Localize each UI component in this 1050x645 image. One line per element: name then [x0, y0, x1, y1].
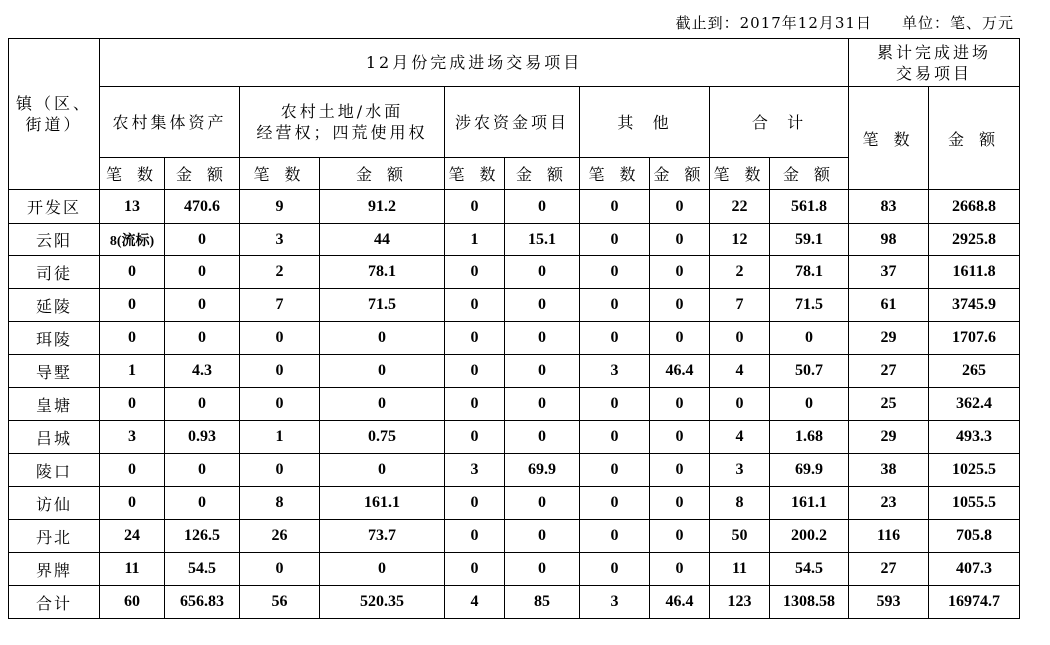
value-cell: 0 — [240, 355, 320, 388]
value-cell: 46.4 — [650, 586, 710, 619]
value-cell: 0 — [165, 224, 240, 256]
value-cell: 0 — [505, 322, 580, 355]
value-cell: 0 — [240, 322, 320, 355]
value-cell: 0 — [320, 454, 445, 487]
value-cell: 0 — [650, 487, 710, 520]
value-cell: 520.35 — [320, 586, 445, 619]
value-cell: 0 — [165, 388, 240, 421]
value-cell: 50.7 — [770, 355, 849, 388]
value-cell: 0 — [650, 289, 710, 322]
amount-header: 金 额 — [165, 158, 240, 190]
region-name-cell: 陵口 — [9, 454, 100, 487]
value-cell: 37 — [849, 256, 929, 289]
value-cell: 29 — [849, 421, 929, 454]
value-cell: 7 — [710, 289, 770, 322]
value-cell: 161.1 — [320, 487, 445, 520]
table-row — [9, 256, 1020, 289]
value-cell: 0 — [505, 289, 580, 322]
value-cell: 25 — [849, 388, 929, 421]
value-cell: 0.93 — [165, 421, 240, 454]
value-cell: 0 — [445, 190, 505, 224]
value-cell: 23 — [849, 487, 929, 520]
collective-assets-header: 农村集体资产 — [100, 87, 240, 158]
count-header: 笔 数 — [580, 158, 650, 190]
value-cell: 71.5 — [320, 289, 445, 322]
value-cell: 0 — [100, 454, 165, 487]
value-cell: 0 — [100, 256, 165, 289]
value-cell: 0 — [580, 322, 650, 355]
value-cell: 4.3 — [165, 355, 240, 388]
value-cell: 0 — [650, 256, 710, 289]
value-cell: 0 — [580, 421, 650, 454]
value-cell: 29 — [849, 322, 929, 355]
value-cell: 0 — [445, 487, 505, 520]
other-header: 其 他 — [580, 87, 710, 158]
value-cell: 705.8 — [929, 520, 1020, 553]
value-cell: 0 — [505, 421, 580, 454]
value-cell: 656.83 — [165, 586, 240, 619]
value-cell: 0 — [650, 224, 710, 256]
value-cell: 362.4 — [929, 388, 1020, 421]
table-row — [9, 355, 1020, 388]
value-cell: 26 — [240, 520, 320, 553]
value-cell: 85 — [505, 586, 580, 619]
value-cell: 126.5 — [165, 520, 240, 553]
value-cell: 0 — [445, 322, 505, 355]
value-cell: 116 — [849, 520, 929, 553]
table-row — [9, 520, 1020, 553]
region-name-cell: 延陵 — [9, 289, 100, 322]
value-cell: 1611.8 — [929, 256, 1020, 289]
value-cell: 56 — [240, 586, 320, 619]
value-cell: 27 — [849, 355, 929, 388]
value-cell: 161.1 — [770, 487, 849, 520]
value-cell: 470.6 — [165, 190, 240, 224]
value-cell: 0 — [580, 388, 650, 421]
value-cell: 0 — [240, 454, 320, 487]
value-cell: 1.68 — [770, 421, 849, 454]
table-row — [9, 224, 1020, 256]
value-cell: 12 — [710, 224, 770, 256]
value-cell: 3 — [100, 421, 165, 454]
value-cell: 44 — [320, 224, 445, 256]
value-cell: 50 — [710, 520, 770, 553]
amount-header: 金 额 — [650, 158, 710, 190]
cumulative-header: 累计完成进场 交易项目 — [849, 39, 1020, 87]
value-cell: 54.5 — [770, 553, 849, 586]
value-cell: 0 — [240, 553, 320, 586]
value-cell: 0 — [505, 487, 580, 520]
value-cell: 2925.8 — [929, 224, 1020, 256]
value-cell: 27 — [849, 553, 929, 586]
value-cell: 3 — [580, 586, 650, 619]
table-row — [9, 553, 1020, 586]
table-row — [9, 289, 1020, 322]
count-header: 笔 数 — [710, 158, 770, 190]
value-cell: 46.4 — [650, 355, 710, 388]
value-cell: 3 — [710, 454, 770, 487]
value-cell: 0 — [650, 553, 710, 586]
value-cell: 0 — [505, 256, 580, 289]
value-cell: 0 — [165, 454, 240, 487]
value-cell: 4 — [445, 586, 505, 619]
value-cell: 0 — [165, 322, 240, 355]
value-cell: 61 — [849, 289, 929, 322]
value-cell: 3745.9 — [929, 289, 1020, 322]
value-cell: 38 — [849, 454, 929, 487]
value-cell: 0 — [650, 322, 710, 355]
value-cell: 8 — [240, 487, 320, 520]
value-cell: 9 — [240, 190, 320, 224]
value-cell: 59.1 — [770, 224, 849, 256]
region-name-cell: 丹北 — [9, 520, 100, 553]
region-header: 镇（区、 街道） — [9, 39, 100, 190]
value-cell: 78.1 — [320, 256, 445, 289]
table-row — [9, 421, 1020, 454]
value-cell: 0 — [505, 388, 580, 421]
value-cell: 69.9 — [505, 454, 580, 487]
land-rights-header: 农村土地/水面 经营权；四荒使用权 — [240, 87, 445, 158]
value-cell: 0 — [165, 289, 240, 322]
value-cell: 0 — [320, 355, 445, 388]
value-cell: 15.1 — [505, 224, 580, 256]
value-cell: 0 — [580, 256, 650, 289]
value-cell: 24 — [100, 520, 165, 553]
value-cell: 0 — [165, 256, 240, 289]
region-name-cell: 导墅 — [9, 355, 100, 388]
value-cell: 2668.8 — [929, 190, 1020, 224]
region-name-cell: 开发区 — [9, 190, 100, 224]
table-row — [9, 190, 1020, 224]
value-cell: 7 — [240, 289, 320, 322]
value-cell: 13 — [100, 190, 165, 224]
table-row — [9, 388, 1020, 421]
table-header — [9, 39, 1020, 190]
value-cell: 0 — [580, 553, 650, 586]
value-cell: 0 — [445, 421, 505, 454]
report-meta — [0, 12, 1014, 33]
value-cell: 0 — [580, 190, 650, 224]
value-cell: 0 — [580, 224, 650, 256]
value-cell: 2 — [710, 256, 770, 289]
value-cell: 0.75 — [320, 421, 445, 454]
region-name-cell: 皇塘 — [9, 388, 100, 421]
value-cell: 8 — [710, 487, 770, 520]
table-body — [9, 190, 1020, 619]
value-cell: 98 — [849, 224, 929, 256]
transaction-table — [8, 38, 1020, 619]
amount-header: 金 额 — [505, 158, 580, 190]
value-cell: 73.7 — [320, 520, 445, 553]
value-cell: 4 — [710, 421, 770, 454]
value-cell: 0 — [580, 487, 650, 520]
value-cell: 78.1 — [770, 256, 849, 289]
value-cell: 0 — [650, 454, 710, 487]
value-cell: 1025.5 — [929, 454, 1020, 487]
value-cell: 561.8 — [770, 190, 849, 224]
value-cell: 0 — [445, 355, 505, 388]
region-name-cell: 司徒 — [9, 256, 100, 289]
value-cell: 0 — [445, 388, 505, 421]
value-cell: 22 — [710, 190, 770, 224]
region-name-cell: 合计 — [9, 586, 100, 619]
value-cell: 1707.6 — [929, 322, 1020, 355]
value-cell: 11 — [100, 553, 165, 586]
value-cell: 0 — [580, 454, 650, 487]
cum-amount-header: 金 额 — [929, 87, 1020, 190]
value-cell: 83 — [849, 190, 929, 224]
value-cell: 54.5 — [165, 553, 240, 586]
region-name-cell: 珥陵 — [9, 322, 100, 355]
value-cell: 1055.5 — [929, 487, 1020, 520]
value-cell: 0 — [505, 355, 580, 388]
value-cell: 91.2 — [320, 190, 445, 224]
value-cell: 0 — [580, 289, 650, 322]
as-of-date: 截止到：2017年12月31日 — [675, 14, 872, 32]
value-cell: 407.3 — [929, 553, 1020, 586]
amount-header: 金 额 — [770, 158, 849, 190]
value-cell: 0 — [770, 322, 849, 355]
value-cell: 0 — [650, 190, 710, 224]
value-cell: 3 — [240, 224, 320, 256]
value-cell: 0 — [320, 388, 445, 421]
value-cell: 0 — [100, 289, 165, 322]
table-row — [9, 586, 1020, 619]
value-cell: 69.9 — [770, 454, 849, 487]
agri-funds-header: 涉农资金项目 — [445, 87, 580, 158]
value-cell: 265 — [929, 355, 1020, 388]
value-cell: 0 — [650, 388, 710, 421]
value-cell: 8(流标) — [100, 224, 165, 256]
value-cell: 0 — [505, 190, 580, 224]
value-cell: 0 — [320, 322, 445, 355]
value-cell: 0 — [445, 256, 505, 289]
region-name-cell: 访仙 — [9, 487, 100, 520]
value-cell: 0 — [445, 553, 505, 586]
value-cell: 0 — [240, 388, 320, 421]
value-cell: 11 — [710, 553, 770, 586]
value-cell: 1308.58 — [770, 586, 849, 619]
value-cell: 0 — [770, 388, 849, 421]
value-cell: 2 — [240, 256, 320, 289]
unit-label: 单位：笔、万元 — [901, 14, 1014, 32]
value-cell: 0 — [650, 421, 710, 454]
value-cell: 3 — [445, 454, 505, 487]
value-cell: 493.3 — [929, 421, 1020, 454]
value-cell: 1 — [445, 224, 505, 256]
value-cell: 0 — [165, 487, 240, 520]
value-cell: 123 — [710, 586, 770, 619]
subtotal-header: 合 计 — [710, 87, 849, 158]
value-cell: 0 — [505, 520, 580, 553]
value-cell: 0 — [100, 487, 165, 520]
value-cell: 0 — [100, 322, 165, 355]
amount-header: 金 额 — [320, 158, 445, 190]
value-cell: 60 — [100, 586, 165, 619]
cum-count-header: 笔 数 — [849, 87, 929, 190]
december-header: 12月份完成进场交易项目 — [100, 39, 849, 87]
value-cell: 1 — [240, 421, 320, 454]
value-cell: 0 — [710, 322, 770, 355]
region-name-cell: 吕城 — [9, 421, 100, 454]
count-header: 笔 数 — [100, 158, 165, 190]
value-cell: 4 — [710, 355, 770, 388]
value-cell: 0 — [445, 289, 505, 322]
value-cell: 16974.7 — [929, 586, 1020, 619]
table-row — [9, 487, 1020, 520]
value-cell: 0 — [445, 520, 505, 553]
region-name-cell: 界牌 — [9, 553, 100, 586]
value-cell: 593 — [849, 586, 929, 619]
value-cell: 0 — [100, 388, 165, 421]
value-cell: 0 — [320, 553, 445, 586]
value-cell: 0 — [710, 388, 770, 421]
region-name-cell: 云阳 — [9, 224, 100, 256]
value-cell: 0 — [650, 520, 710, 553]
value-cell: 1 — [100, 355, 165, 388]
value-cell: 0 — [505, 553, 580, 586]
value-cell: 3 — [580, 355, 650, 388]
value-cell: 200.2 — [770, 520, 849, 553]
value-cell: 71.5 — [770, 289, 849, 322]
value-cell: 0 — [580, 520, 650, 553]
table-row — [9, 454, 1020, 487]
count-header: 笔 数 — [445, 158, 505, 190]
count-header: 笔 数 — [240, 158, 320, 190]
table-row — [9, 322, 1020, 355]
